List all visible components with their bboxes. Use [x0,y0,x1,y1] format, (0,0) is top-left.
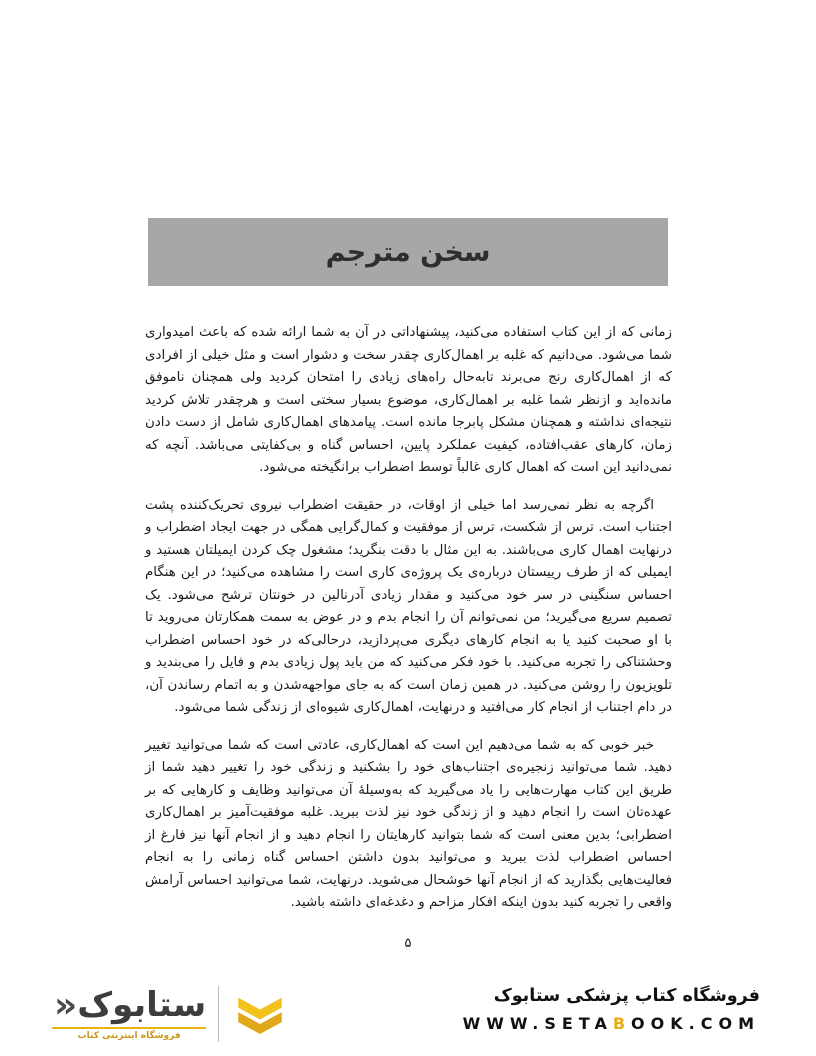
store-url [463,1014,760,1033]
url-highlight-letter: B [612,1014,632,1033]
paragraph-1: زمانی که از این کتاب استفاده می‌کنید، پیشنهاداتی در آن به شما ارائه شده که باعث امیدواری شما می‌شود. می‌دانیم که غلبه بر اهمال‌کاری چقدر سخت و دشوار است و مثل خیلی از افرادی که از اهمال‌کاری رنج می‌برند تابه‌حال راه‌های زیادی را امتحان کردید ولی همچنان ناموفق مانده‌اید و ازنظر شما غلبه بر اهمال‌کاری، موضوع بسیار سختی است و هرچقدر تلاش کردید نتیجه‌ای نداشته و همچنان مشکل پابرجا مانده است. پیامدهای اهمال‌کاری شامل از دست دادن زمان، کارهای عقب‌افتاده، کیفیت عملکرد پایین، احساس گناه و بی‌کفایتی می‌باشد. آنچه که نمی‌دانید این است که اهمال کاری غالباً توسط اضطراب برانگیخته می‌شود. [145,325,672,476]
logo-chevron-icon: « [54,984,78,1026]
chapter-title: سخن مترجم [325,236,491,268]
logo-text-block [52,984,207,1041]
url-prefix: WWW.SETA [462,1014,613,1033]
footer [0,984,816,1056]
logo-word-row [52,984,207,1026]
page-number: ۵ [404,936,412,951]
store-name: فروشگاه کتاب پزشکی ستابوک [493,986,760,1006]
paragraph-2: اگرچه به نظر نمی‌رسد اما خیلی از اوقات، در حقیقت اضطراب نیروی تحریک‌کننده پشت اجتناب است. ترس از شکست، ترس از موفقیت و کمال‌گرایی همگی در جهت ایجاد اضطراب و درنهایت اهمال کاری می‌باشند. به این مثال با دقت بنگرید؛ مشغول چک کردن ایمیلتان هستید و ایمیلی که از طرف رییستان درباره‌ی یک پروژه‌ی کاری است را مشاهده می‌کنید؛ در این هنگام احساس سنگینی در سر خود می‌کنید و مقدار زیادی آدرنالین در خونتان ترشح می‌شود. یک تصمیم سریع می‌گیرید؛ من نمی‌توانم آن را انجام بدم و در عوض به سمت همکارتان می‌روید تا با او صحبت کنید یا به انجام کارهای دیگری می‌پردازید، درحالی‌که در خود احساس اضطراب وحشتناکی را تجربه می‌کنید. با خود فکر می‌کنید که من باید پول زیادی بدم و فایل را می‌بندید و تلویزیون را روشن می‌کنید. در همین زمان است که به جای مواجهه‌شدن و به اتمام رساندن آن، در دام اجتناب از انجام کار می‌افتید و درنهایت، اهمال‌کاری شیوه‌ای از زندگی شما می‌شود. [145,497,672,716]
logo-wordmark: ستابوک [77,985,207,1026]
footer-store-info [463,986,760,1033]
logo-subtitle: فروشگاه اینترنتی کتاب [52,1027,206,1041]
book-stack-icon [231,984,289,1044]
setabook-logo [52,984,289,1044]
body-text [145,322,672,930]
logo-divider [218,986,219,1042]
paragraph-3: خبر خوبی که به شما می‌دهیم این است که اهمال‌کاری، عادتی است که شما می‌توانید تغییر دهید. شما می‌توانید زنجیره‌ی اجتناب‌های خود را بشکنید و زندگی خود را تغییر دهید شما از طریق این کتاب مهارت‌هایی را یاد می‌گیرید که به‌وسیلهٔ آن می‌توانید وظایف و کارهایی که بر عهده‌تان است را انجام دهید و از زندگی خود نیز لذت ببرید. غلبه موفقیت‌آمیز بر اهمال‌کاری اضطرابی؛ بدین معنی است که شما بتوانید کارهایتان را انجام دهید و از انجام آنها نیز فارغ از احساس اضطراب لذت ببرید و می‌توانید بدون داشتن احساس گناه زمانی را به انجام فعالیت‌هایی بگذارید که از انجام آنها خوشحال می‌شوید. درنهایت، شما می‌توانید احساس آرامش واقعی را تجربه کنید بدون اینکه افکار مزاحم و دغدغه‌ای داشته باشید. [145,737,672,911]
chapter-title-box [148,218,668,286]
url-suffix: OOK.COM [631,1014,760,1033]
